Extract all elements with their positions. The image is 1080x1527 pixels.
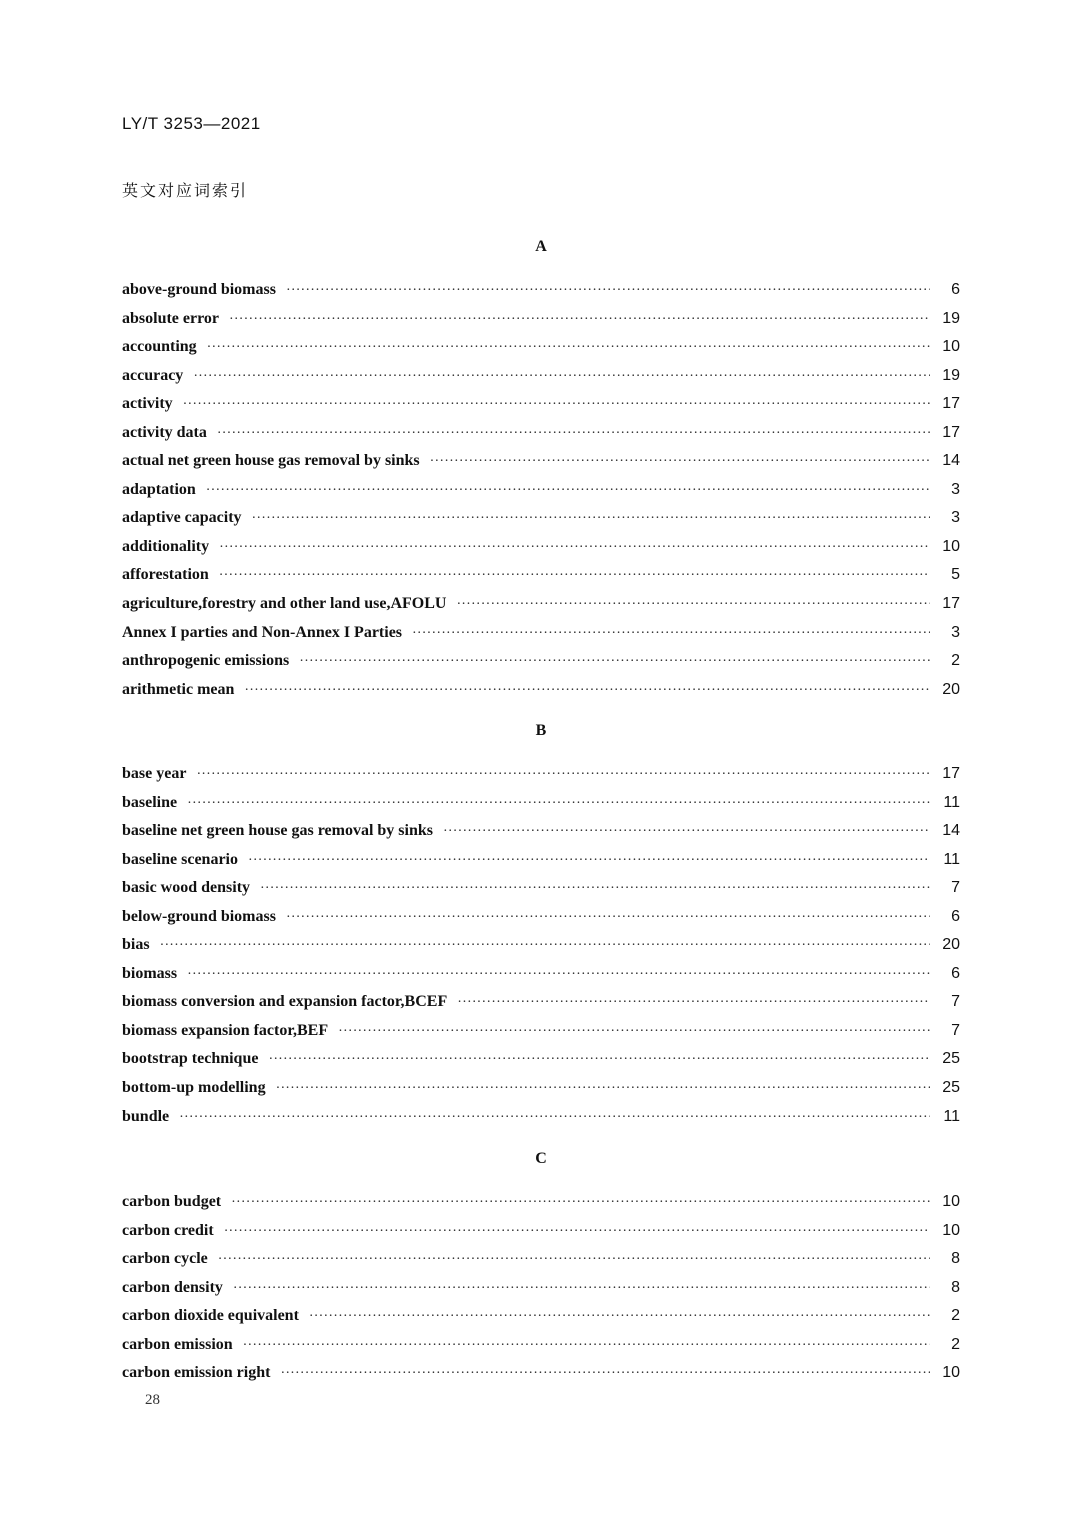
index-term: bootstrap technique <box>122 1050 259 1068</box>
index-term: actual net green house gas removal by sinks <box>122 452 420 470</box>
index-page-ref: 20 <box>942 680 960 698</box>
index-term: biomass <box>122 964 178 982</box>
index-page-ref: 10 <box>942 338 960 356</box>
index-term: baseline <box>122 793 178 811</box>
index-page-ref: 6 <box>951 964 960 982</box>
index-page-ref: 6 <box>951 907 960 925</box>
index-term: absolute error <box>122 309 220 327</box>
index-page-ref: 10 <box>942 537 960 555</box>
index-entry <box>122 647 960 676</box>
index-page-ref: 10 <box>942 1221 960 1239</box>
index-term: baseline scenario <box>122 850 238 868</box>
index-term: bundle <box>122 1107 170 1125</box>
index-page-ref: 7 <box>951 879 960 897</box>
index-term: carbon budget <box>122 1193 222 1210</box>
index-page-ref: 11 <box>943 850 960 868</box>
index-term: biomass expansion factor,BEF <box>122 1021 329 1039</box>
index-entry <box>122 676 960 705</box>
dot-leader <box>224 1218 930 1247</box>
index-page-ref: 3 <box>951 509 960 527</box>
index-entry <box>122 1245 960 1274</box>
dot-leader <box>276 1075 930 1104</box>
dot-leader <box>286 277 930 306</box>
index-entry <box>122 476 960 505</box>
dot-leader <box>217 420 930 449</box>
index-entry <box>122 1045 960 1074</box>
dot-leader <box>219 534 930 563</box>
index-entry <box>122 533 960 562</box>
index-entry <box>122 931 960 960</box>
index-term: activity data <box>122 423 207 441</box>
index-entry <box>122 1217 960 1246</box>
dot-leader <box>286 904 930 933</box>
index-page-ref: 3 <box>951 623 960 641</box>
dot-leader <box>309 1303 930 1332</box>
dot-leader <box>160 932 930 961</box>
index-term: adaptive capacity <box>122 509 242 527</box>
index-entry <box>122 1074 960 1103</box>
dot-leader <box>252 505 930 534</box>
index-section-c <box>122 1145 960 1388</box>
index-page-ref: 10 <box>942 1364 960 1382</box>
dot-leader <box>268 1046 930 1075</box>
dot-leader <box>243 1332 930 1361</box>
index-page-ref: 2 <box>951 1307 960 1325</box>
index-term: carbon emission right <box>122 1364 271 1382</box>
index-entry <box>122 333 960 362</box>
entry-list <box>122 760 960 1131</box>
index-entry <box>122 789 960 818</box>
index-page-ref: 11 <box>943 1107 960 1125</box>
standard-code: LY/T 3253—2021 <box>122 114 261 133</box>
section-letter: C <box>535 1150 547 1167</box>
dot-leader <box>248 847 930 876</box>
index-term: carbon density <box>122 1278 223 1296</box>
dot-leader <box>218 1246 930 1275</box>
index-term: carbon credit <box>122 1221 214 1239</box>
index-entry <box>122 1359 960 1388</box>
index-entry <box>122 760 960 789</box>
index-title: 英文对应词索引 <box>122 181 249 200</box>
page-number: 28 <box>145 1392 160 1408</box>
section-letter: A <box>535 238 547 255</box>
index-entry <box>122 1017 960 1046</box>
index-entry <box>122 960 960 989</box>
index-term: accounting <box>122 338 197 356</box>
index-term: afforestation <box>122 566 209 584</box>
section-letter: B <box>535 722 547 739</box>
index-entry <box>122 903 960 932</box>
dot-leader <box>187 790 930 819</box>
index-term: biomass conversion and expansion factor,BCEF <box>122 993 448 1011</box>
index-entry <box>122 1188 960 1217</box>
dot-leader <box>229 306 930 335</box>
dot-leader <box>206 477 930 506</box>
index-page-ref: 14 <box>942 822 960 840</box>
index-page-ref: 8 <box>951 1278 960 1296</box>
dot-leader <box>179 1104 930 1133</box>
index-page-ref: 14 <box>942 452 960 470</box>
index-term: agriculture,forestry and other land use,AFOLU <box>122 595 447 613</box>
index-entry <box>122 447 960 476</box>
index-entry <box>122 619 960 648</box>
index-page-ref: 2 <box>951 652 960 670</box>
dot-leader <box>244 677 930 706</box>
dot-leader <box>338 1018 930 1047</box>
index-page-ref: 17 <box>942 423 960 441</box>
dot-leader <box>231 1189 930 1218</box>
dot-leader <box>456 591 930 620</box>
dot-leader <box>183 391 930 420</box>
index-page-ref: 6 <box>951 281 960 298</box>
index-entry <box>122 590 960 619</box>
index-page-ref: 17 <box>942 595 960 613</box>
index-entry <box>122 988 960 1017</box>
dot-leader <box>233 1275 930 1304</box>
dot-leader <box>299 648 930 677</box>
index-entry <box>122 1302 960 1331</box>
index-page-ref: 20 <box>942 936 960 954</box>
index-term: below-ground biomass <box>122 907 276 925</box>
index-term: additionality <box>122 537 210 555</box>
index-entry <box>122 504 960 533</box>
dot-leader <box>207 334 930 363</box>
index-entry <box>122 874 960 903</box>
index-term: Annex I parties and Non-Annex I Parties <box>122 623 403 641</box>
index-term: anthropogenic emissions <box>122 652 290 670</box>
index-term: adaptation <box>122 480 196 498</box>
index-page-ref: 3 <box>951 480 960 498</box>
dot-leader <box>412 620 930 649</box>
entry-list <box>122 276 960 704</box>
index-entry <box>122 561 960 590</box>
index-entry <box>122 846 960 875</box>
index-entry <box>122 276 960 305</box>
dot-leader <box>187 961 930 990</box>
index-page-ref: 19 <box>942 366 960 384</box>
index-term: bottom-up modelling <box>122 1079 266 1097</box>
index-page-ref: 5 <box>951 566 960 584</box>
index-term: carbon emission <box>122 1335 233 1353</box>
index-term: basic wood density <box>122 879 251 897</box>
index-page-ref: 7 <box>951 1021 960 1039</box>
index-term: activity <box>122 395 173 413</box>
index-term: baseline net green house gas removal by sinks <box>122 822 433 840</box>
index-page-ref: 17 <box>942 395 960 413</box>
index-entry <box>122 1103 960 1132</box>
index-entry <box>122 390 960 419</box>
index-entry <box>122 1274 960 1303</box>
dot-leader <box>430 448 930 477</box>
dot-leader <box>196 761 930 790</box>
index-page-ref: 25 <box>942 1079 960 1097</box>
index-page-ref: 19 <box>942 309 960 327</box>
index-entry <box>122 1331 960 1360</box>
dot-leader <box>193 363 930 392</box>
dot-leader <box>443 818 930 847</box>
dot-leader <box>260 875 930 904</box>
index-page-ref: 2 <box>951 1335 960 1353</box>
dot-leader <box>457 989 930 1018</box>
index-term: base year <box>122 765 187 782</box>
dot-leader <box>219 562 930 591</box>
index-term: arithmetic mean <box>122 680 235 698</box>
index-entry <box>122 305 960 334</box>
index-page-ref: 8 <box>951 1250 960 1268</box>
index-term: carbon cycle <box>122 1250 208 1268</box>
index-term: bias <box>122 936 150 954</box>
dot-leader <box>280 1360 930 1389</box>
entry-list <box>122 1188 960 1388</box>
index-page-ref: 25 <box>942 1050 960 1068</box>
index-entry <box>122 419 960 448</box>
index-term: above-ground biomass <box>122 281 276 298</box>
index-page-ref: 17 <box>942 765 960 782</box>
index-entry <box>122 362 960 391</box>
index-section-a <box>122 233 960 704</box>
index-section-b <box>122 717 960 1131</box>
index-term: accuracy <box>122 366 184 384</box>
index-page-ref: 10 <box>942 1193 960 1210</box>
index-page-ref: 11 <box>943 793 960 811</box>
index-page-ref: 7 <box>951 993 960 1011</box>
index-entry <box>122 817 960 846</box>
index-term: carbon dioxide equivalent <box>122 1307 299 1325</box>
